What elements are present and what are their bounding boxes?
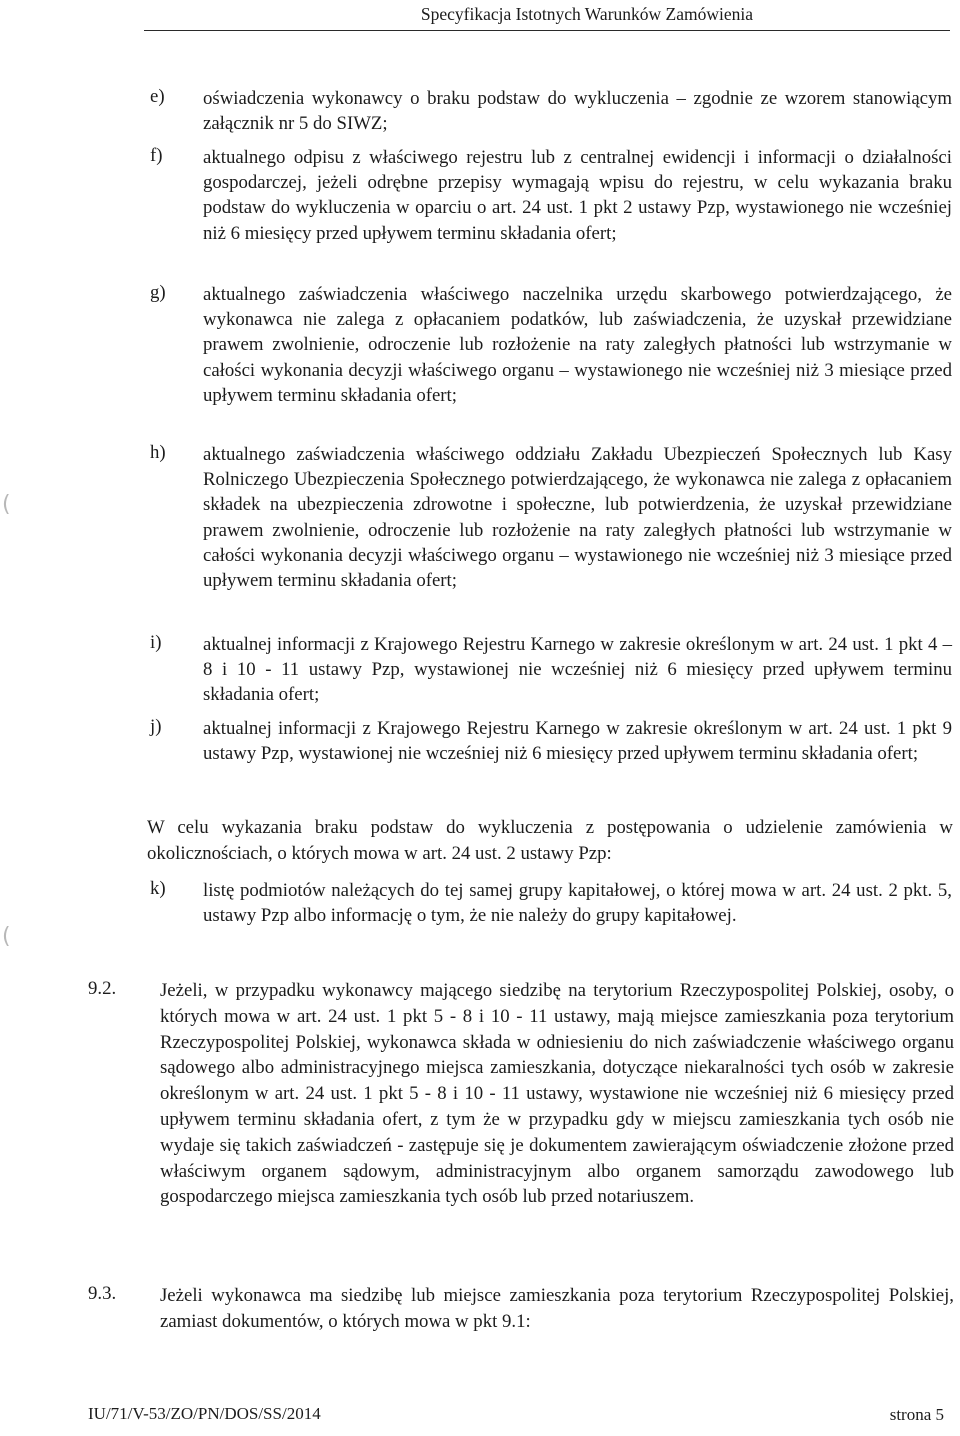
section-number: 9.3. (88, 1283, 117, 1304)
list-item-text: listę podmiotów należących do tej samej grupy kapitałowej, o której mowa w art. 24 ust. 2 pkt. 5, ustawy Pzp albo informację o tym, że nie należy do grupy kapitałowej. (203, 880, 952, 927)
list-item-text: aktualnej informacji z Krajowego Rejestru Karnego w zakresie określonym w art. 24 ust. 1 pkt 9 ustawy Pzp, wystawionej nie wcześniej niż 6 miesięcy przed upływem terminu składania ofert; (203, 718, 952, 765)
section-number: 9.2. (88, 978, 117, 999)
list-item-label: g) (150, 282, 166, 303)
page-header-title: Specyfikacja Istotnych Warunków Zamówienia (420, 4, 753, 24)
list-item-label: f) (150, 145, 163, 166)
header-divider (144, 30, 950, 31)
list-item-text: aktualnej informacji z Krajowego Rejestru Karnego w zakresie określonym w art. 24 ust. 1 pkt 4 – 8 i 10 - 11 ustawy Pzp, wystawionej nie wcześniej niż 6 miesięcy przed upływem terminu składania ofert; (203, 634, 952, 706)
section-text: Jeżeli, w przypadku wykonawcy mającego siedzibę na terytorium Rzeczypospolitej Polskiej, osoby, o których mowa w art. 24 ust. 1 pkt 5 - 8 i 10 - 11 ustawy, mają miejsce zamieszkania poza terytorium Rzeczypospolitej Polskiej, wykonawca składa w odniesieniu do nich zaświadczenie właściwego organu sądowego albo administracyjnego miejsca zamieszkania, dotyczące niekaralności tych osób w zakresie określonym w art. 24 ust. 1 pkt 5 - 8 i 10 - 11 ustawy, wystawione nie wcześniej niż 6 miesięcy przed upływem terminu składania ofert, z tym że w przypadku gdy w miejscu zamieszkania tych osób nie wydaje się takich zaświadczeń - zastępuje się je dokumentem zawierającym oświadczenie złożone przed właściwym organem sądowym, administracyjnym albo organem samorządu zawodowego lub gospodarczego miejsca zamieszkania tych osób lub przed notariuszem. (160, 980, 954, 1208)
binder-hole-mark: ( (2, 924, 11, 949)
list-item-text: oświadczenia wykonawcy o braku podstaw do wykluczenia – zgodnie ze wzorem stanowiącym załącznik nr 5 do SIWZ; (203, 88, 952, 135)
list-item-label: j) (150, 716, 162, 737)
footer-page-number: strona 5 (889, 1405, 944, 1424)
list-item-label: h) (150, 442, 166, 463)
section-text: Jeżeli wykonawca ma siedzibę lub miejsce zamieszkania poza terytorium Rzeczypospolitej Polskiej, zamiast dokumentów, o których mowa w pkt 9.1: (160, 1285, 954, 1332)
list-item-label: i) (150, 632, 162, 653)
footer-document-number: IU/71/V-53/ZO/PN/DOS/SS/2014 (88, 1404, 321, 1423)
intro-paragraph: W celu wykazania braku podstaw do wykluczenia z postępowania o udzielenie zamówienia w okolicznościach, o których mowa w art. 24 ust. 2 ustawy Pzp: (147, 817, 953, 864)
list-item-label: k) (150, 878, 166, 899)
list-item-label: e) (150, 86, 165, 107)
list-item-text: aktualnego zaświadczenia właściwego naczelnika urzędu skarbowego potwierdzającego, że wykonawca nie zalega z opłacaniem podatków, lub zaświadczenia, że uzyskał przewidziane prawem zwolnienie, odroczenie lub rozłożenie na raty zaległych płatności lub wstrzymanie w całości wykonania decyzji właściwego organu – wystawionego nie wcześniej niż 3 miesiące przed upływem terminu składania ofert; (203, 284, 952, 406)
binder-hole-mark: ( (2, 492, 11, 517)
list-item-text: aktualnego odpisu z właściwego rejestru lub z centralnej ewidencji i informacji o działalności gospodarczej, jeżeli odrębne przepisy wymagają wpisu do rejestru, w celu wykazania braku podstaw do wykluczenia w oparciu o art. 24 ust. 1 pkt 2 ustawy Pzp, wystawionego nie wcześniej niż 6 miesięcy przed upływem terminu składania ofert; (203, 147, 952, 244)
list-item-text: aktualnego zaświadczenia właściwego oddziału Zakładu Ubezpieczeń Społecznych lub Kasy Rolniczego Ubezpieczenia Społecznego potwierdzającego, że wykonawca nie zalega z opłacaniem składek na ubezpieczenia zdrowotne i społeczne, lub potwierdzenia, że uzyskał przewidziane prawem zwolnienie, odroczenie lub rozłożenie na raty zaległych płatności lub wstrzymanie w całości wykonania decyzji właściwego organu – wystawionego nie wcześniej niż 3 miesiące przed upływem terminu składania ofert; (203, 444, 952, 592)
